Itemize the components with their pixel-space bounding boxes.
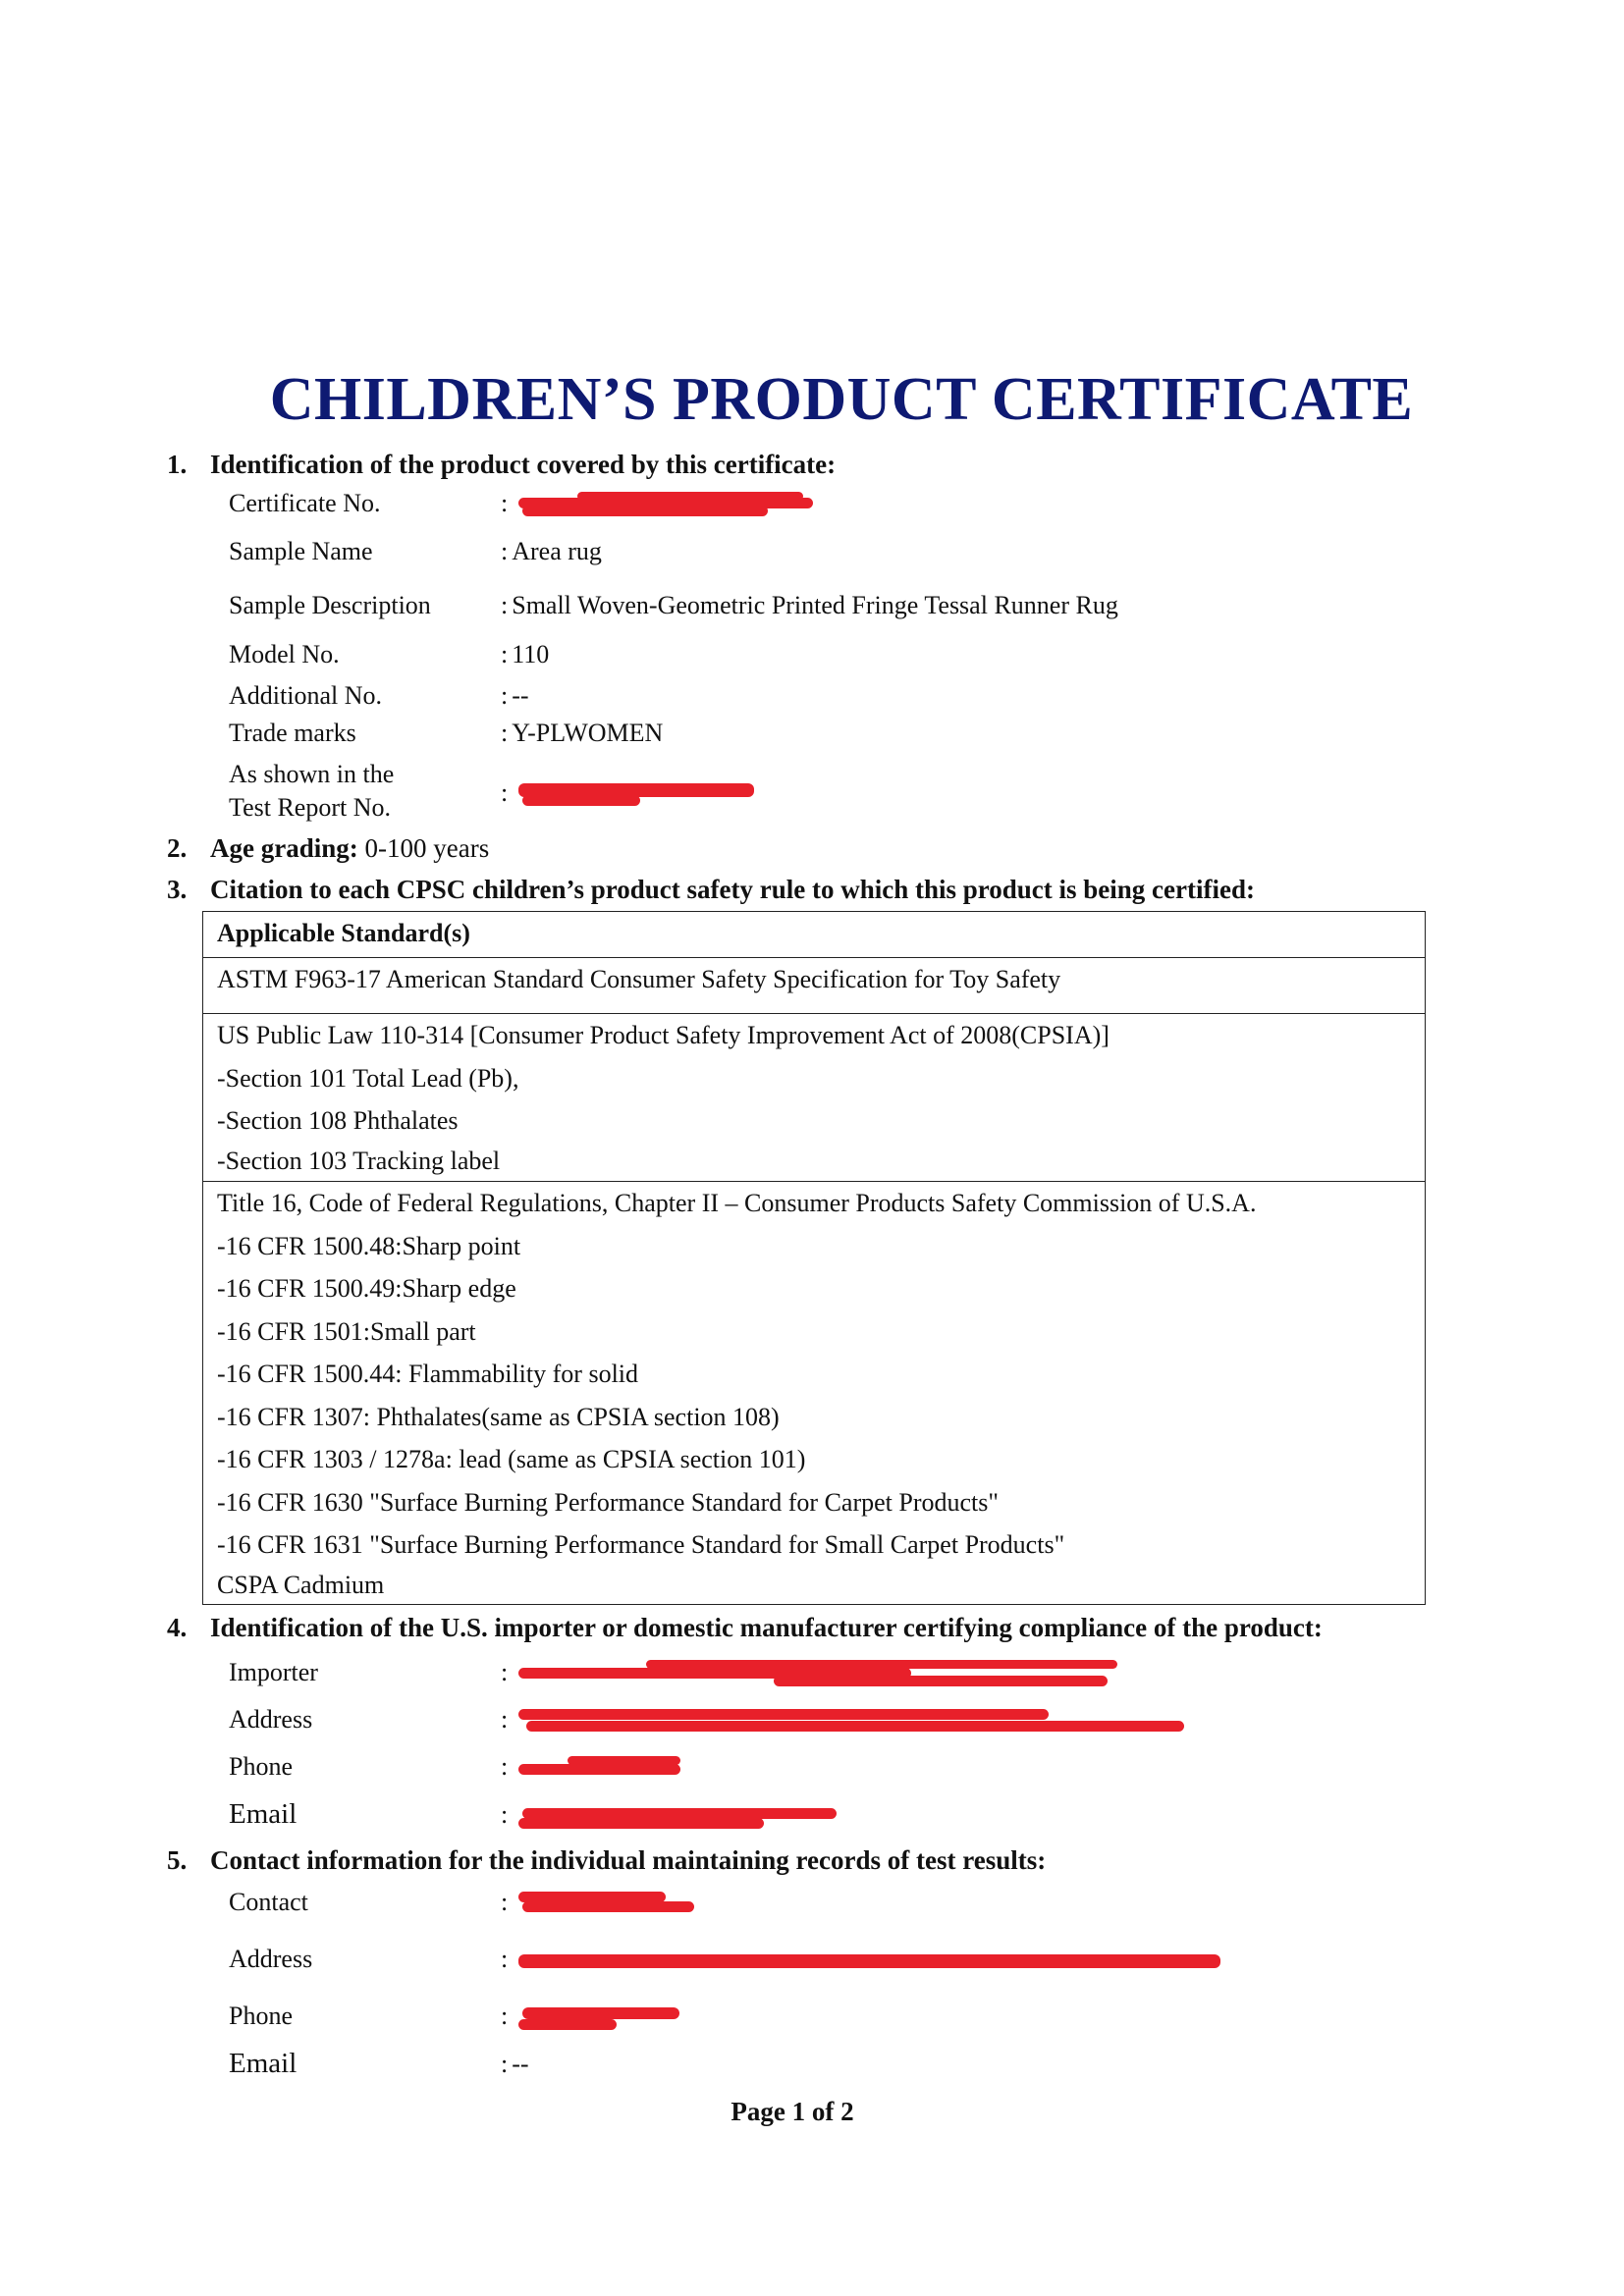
standard-line: -16 CFR 1631 "Surface Burning Performance Standard for Small Carpet Products" xyxy=(217,1530,1065,1559)
field-value-test-report-no xyxy=(501,778,793,809)
section-number: 2. xyxy=(167,833,188,863)
standard-line: -Section 103 Tracking label xyxy=(217,1146,501,1175)
colon: : xyxy=(501,1888,509,1916)
field-value-sample-name xyxy=(501,537,602,566)
field-label-contact-email: Email xyxy=(229,2048,298,2079)
colon: : xyxy=(501,537,509,565)
section-4-heading xyxy=(167,1613,1323,1643)
field-value-sample-description xyxy=(501,591,1118,620)
field-value-contact xyxy=(501,1888,695,1919)
colon: : xyxy=(501,681,509,710)
colon: : xyxy=(501,1658,509,1686)
standard-line: -16 CFR 1500.44: Flammability for solid xyxy=(217,1360,639,1388)
section-2-heading xyxy=(167,833,489,864)
field-label-test-report-line2: Test Report No. xyxy=(229,793,391,822)
field-label-model-no: Model No. xyxy=(229,640,340,668)
field-label-contact-address: Address xyxy=(229,1945,313,1973)
field-value-certificate-no xyxy=(501,489,813,519)
field-value-importer xyxy=(501,1658,1117,1689)
field-label-importer-phone: Phone xyxy=(229,1752,293,1781)
redaction-mark xyxy=(518,1754,685,1784)
redaction-mark xyxy=(518,1802,842,1832)
table-cell xyxy=(203,1014,1426,1182)
section-title: Contact information for the individual maintaining records of test results: xyxy=(210,1845,1047,1875)
field-label-test-report-line1: As shown in the xyxy=(229,760,395,788)
section-number: 5. xyxy=(167,1845,188,1875)
redaction-mark xyxy=(518,781,793,809)
section-5-heading xyxy=(167,1845,1046,1876)
standard-line: -Section 108 Phthalates xyxy=(217,1106,459,1135)
trade-marks-value: Y-PLWOMEN xyxy=(512,719,664,747)
section-title: Identification of the product covered by this certificate: xyxy=(210,450,837,479)
age-grading-value: 0-100 years xyxy=(364,833,490,863)
section-title: Identification of the U.S. importer or domestic manufacturer certifying compliance of the product: xyxy=(210,1613,1323,1642)
section-number: 1. xyxy=(167,450,188,479)
field-label-importer: Importer xyxy=(229,1658,318,1686)
standard-line: Title 16, Code of Federal Regulations, Chapter II – Consumer Products Safety Commission of U.S.A. xyxy=(217,1189,1257,1217)
page-number: Page 1 of 2 xyxy=(731,2097,854,2126)
field-value-contact-phone xyxy=(501,2002,685,2033)
field-label-importer-address: Address xyxy=(229,1705,313,1734)
colon: : xyxy=(501,719,509,747)
standard-line: -16 CFR 1303 / 1278a: lead (same as CPSIA section 101) xyxy=(217,1445,806,1473)
section-1-heading xyxy=(167,450,836,480)
field-label-sample-description: Sample Description xyxy=(229,591,431,619)
standard-line: CSPA Cadmium xyxy=(217,1570,385,1599)
section-title: Age grading: xyxy=(210,833,358,863)
standard-line: US Public Law 110-314 [Consumer Product Safety Improvement Act of 2008(CPSIA)] xyxy=(217,1021,1110,1049)
field-label-contact: Contact xyxy=(229,1888,308,1916)
redaction-mark xyxy=(518,1660,1117,1689)
table-row xyxy=(203,1182,1426,1605)
standard-line: -16 CFR 1307: Phthalates(same as CPSIA section 108) xyxy=(217,1402,780,1431)
field-label-certificate-no: Certificate No. xyxy=(229,489,381,517)
field-label-additional-no: Additional No. xyxy=(229,681,382,710)
redaction-mark xyxy=(518,2003,685,2033)
colon: : xyxy=(501,778,509,807)
redaction-mark xyxy=(518,1890,695,1919)
colon: : xyxy=(501,1752,509,1781)
section-number: 3. xyxy=(167,875,188,904)
contact-email-value: -- xyxy=(512,2050,529,2078)
redaction-mark xyxy=(518,1707,1186,1736)
colon: : xyxy=(501,640,509,668)
table-cell xyxy=(203,958,1426,1014)
standard-line: ASTM F963-17 American Standard Consumer Safety Specification for Toy Safety xyxy=(217,965,1061,993)
field-value-model-no xyxy=(501,640,549,669)
sample-name-value: Area rug xyxy=(512,537,602,565)
colon: : xyxy=(501,2002,509,2030)
field-value-additional-no xyxy=(501,681,529,711)
colon: : xyxy=(501,1705,509,1734)
colon: : xyxy=(501,591,509,619)
table-header-cell: Applicable Standard(s) xyxy=(203,912,1426,958)
standard-line: -16 CFR 1501:Small part xyxy=(217,1316,476,1346)
colon: : xyxy=(501,489,509,517)
section-number: 4. xyxy=(167,1613,188,1642)
section-3-heading xyxy=(167,875,1255,905)
document-title: CHILDREN’S PRODUCT CERTIFICATE xyxy=(269,366,1414,433)
field-value-importer-phone xyxy=(501,1752,685,1784)
colon: : xyxy=(501,2050,509,2078)
table-cell xyxy=(203,1182,1426,1605)
standard-line: -16 CFR 1630 "Surface Burning Performance Standard for Carpet Products" xyxy=(217,1487,1000,1517)
sample-description-value: Small Woven-Geometric Printed Fringe Tessal Runner Rug xyxy=(512,591,1118,619)
additional-no-value: -- xyxy=(512,681,529,710)
standard-line: -16 CFR 1500.49:Sharp edge xyxy=(217,1274,516,1303)
colon: : xyxy=(501,1945,509,1973)
table-row xyxy=(203,958,1426,1014)
field-value-importer-address xyxy=(501,1705,1186,1736)
model-no-value: 110 xyxy=(512,640,550,668)
field-label-sample-name: Sample Name xyxy=(229,537,373,565)
standard-line: -Section 101 Total Lead (Pb), xyxy=(217,1063,519,1093)
field-value-contact-email xyxy=(501,2050,529,2079)
section-title: Citation to each CPSC children’s product safety rule to which this product is being certified: xyxy=(210,875,1255,904)
field-label-contact-phone: Phone xyxy=(229,2002,293,2030)
colon: : xyxy=(501,1800,509,1829)
redaction-mark xyxy=(518,1947,1225,1976)
redaction-mark xyxy=(518,492,813,519)
field-value-contact-address xyxy=(501,1945,1225,1976)
field-value-importer-email xyxy=(501,1800,842,1832)
standard-line: -16 CFR 1500.48:Sharp point xyxy=(217,1231,521,1260)
applicable-standards-table xyxy=(202,911,1426,1605)
field-label-importer-email: Email xyxy=(229,1798,298,1830)
field-label-trade-marks: Trade marks xyxy=(229,719,356,747)
field-value-trade-marks xyxy=(501,719,663,748)
table-row xyxy=(203,1014,1426,1182)
table-header-row xyxy=(203,912,1426,958)
